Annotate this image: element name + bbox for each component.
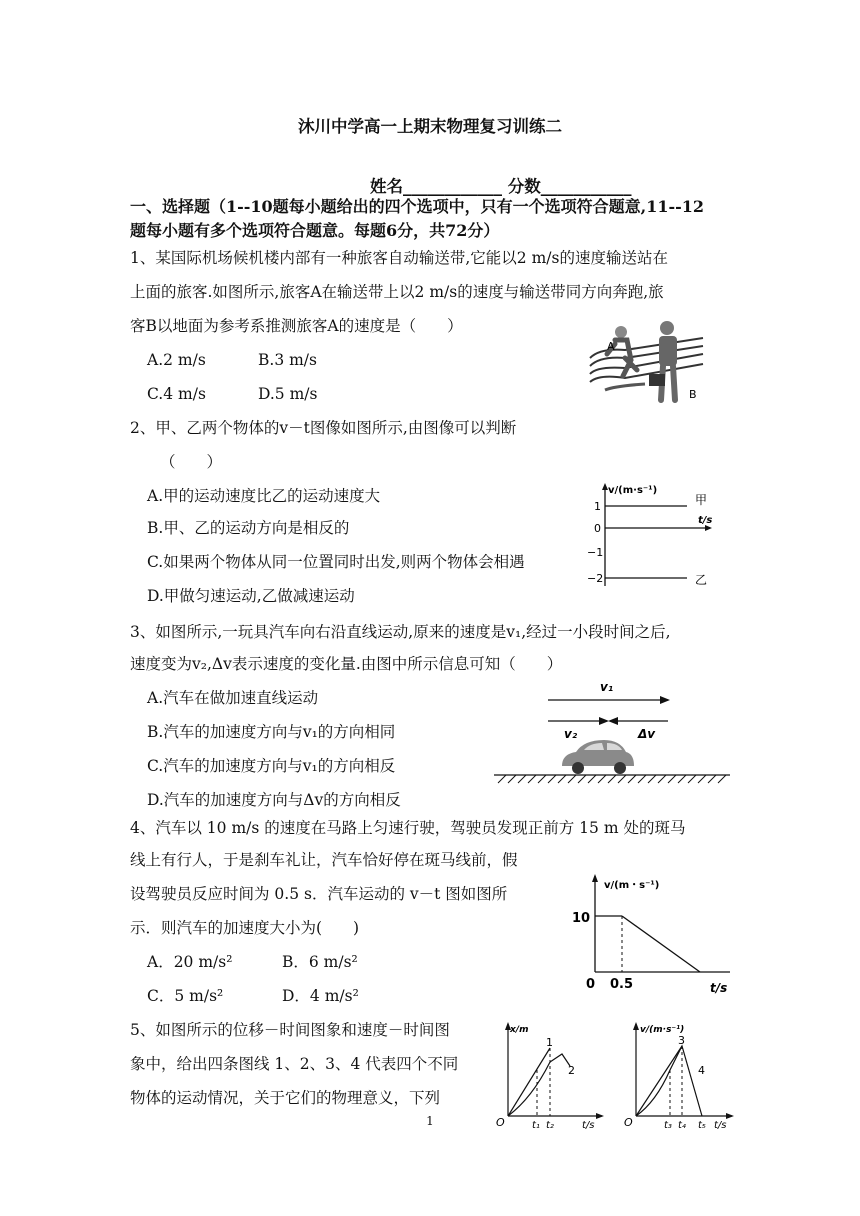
svg-text:t₃: t₃ [664, 1120, 672, 1130]
q5-text: 5、如图所示的位移－时间图象和速度－时间图 [130, 1021, 450, 1039]
section-heading-cont: 题每小题有多个选项符合题意。每题6分，共72分） [130, 221, 500, 240]
svg-text:0: 0 [594, 522, 601, 535]
q4-vt-graph [560, 868, 735, 996]
svg-text:−2: −2 [587, 572, 604, 585]
svg-text:乙: 乙 [695, 573, 708, 587]
passenger-a-icon [615, 326, 627, 338]
name-score-line: 姓名____________ 分数___________ [370, 177, 632, 196]
q2-vt-graph [585, 478, 720, 590]
q5-text: 物体的运动情况，关于它们的物理意义，下列 [130, 1089, 441, 1107]
svg-text:t₅: t₅ [698, 1120, 706, 1130]
line-4 [636, 1046, 702, 1116]
svg-text:甲: 甲 [695, 493, 708, 507]
line-3 [636, 1046, 682, 1116]
q4-text: 示．则汽车的加速度大小为( ) [130, 919, 360, 937]
q3-option-c: C.汽车的加速度方向与v₁的方向相反 [147, 757, 396, 775]
q4-option-d: D．4 m/s² [282, 987, 359, 1005]
svg-text:t₁: t₁ [532, 1120, 540, 1130]
line-2 [508, 1054, 570, 1116]
svg-text:Δv: Δv [638, 727, 656, 741]
svg-text:1: 1 [546, 1036, 553, 1049]
svg-text:0.5: 0.5 [610, 977, 634, 992]
q4-text: 4、汽车以 10 m/s 的速度在马路上匀速行驶，驾驶员发现正前方 15 m 处的斑马 [130, 819, 686, 837]
q1-text: 上面的旅客.如图所示,旅客A在输送带上以2 m/s的速度与输送带同方向奔跑,旅 [130, 283, 664, 301]
q1-text: 1、某国际机场候机楼内部有一种旅客自动输送带,它能以2 m/s的速度输送站在 [130, 249, 668, 267]
svg-text:2: 2 [568, 1064, 575, 1077]
q3-option-d: D.汽车的加速度方向与Δv的方向相反 [147, 791, 401, 809]
svg-text:−1: −1 [587, 546, 604, 559]
q4-text: 设驾驶员反应时间为 0.5 s．汽车运动的 v－t 图如图所 [130, 885, 508, 903]
svg-text:t/s: t/s [582, 1120, 595, 1130]
svg-text:t/s: t/s [714, 1120, 727, 1130]
q4-option-b: B．6 m/s² [282, 953, 358, 971]
q3-option-b: B.汽车的加速度方向与v₁的方向相同 [147, 723, 396, 741]
svg-text:v/(m・s⁻¹): v/(m・s⁻¹) [604, 880, 660, 891]
q2-option-c: C.如果两个物体从同一位置同时出发,则两个物体会相遇 [147, 553, 525, 571]
section-heading: 一、选择题（1--10题每小题给出的四个选项中，只有一个选项符合题意,11--12 [130, 197, 705, 216]
svg-text:1: 1 [594, 500, 601, 513]
svg-text:t/s: t/s [698, 515, 713, 526]
svg-text:0: 0 [586, 977, 596, 992]
q2-answer-blank: （ ） [160, 453, 223, 471]
q4-option-a: A．20 m/s² [147, 953, 233, 971]
q1-option-d: D.5 m/s [258, 385, 318, 403]
svg-text:O: O [624, 1116, 633, 1129]
q1-text: 客B以地面为参考系推测旅客A的速度是（ ） [130, 317, 463, 335]
svg-text:4: 4 [698, 1064, 705, 1077]
passenger-b-icon [660, 321, 674, 335]
svg-text:t₄: t₄ [678, 1120, 686, 1130]
q2-option-a: A.甲的运动速度比乙的运动速度大 [147, 487, 381, 505]
svg-text:10: 10 [572, 911, 591, 926]
q4-option-c: C．5 m/s² [147, 987, 224, 1005]
page-title: 沐川中学高一上期末物理复习训练二 [298, 117, 562, 136]
q3-text: 速度变为v₂,Δv表示速度的变化量.由图中所示信息可知（ ） [130, 655, 563, 673]
svg-text:3: 3 [678, 1034, 685, 1047]
q1-option-b: B.3 m/s [258, 351, 317, 369]
q2-option-d: D.甲做匀速运动,乙做减速运动 [147, 587, 355, 605]
svg-text:t₂: t₂ [546, 1120, 554, 1130]
svg-text:v/(m·s⁻¹): v/(m·s⁻¹) [640, 1025, 685, 1035]
svg-text:v₂: v₂ [564, 727, 578, 741]
q1-option-a: A.2 m/s [147, 351, 206, 369]
label-a: A [607, 340, 615, 353]
q1-conveyor-figure [585, 318, 705, 408]
svg-text:v₁: v₁ [600, 680, 614, 694]
q2-text: 2、甲、乙两个物体的v－t图像如图所示,由图像可以判断 [130, 419, 517, 437]
q3-text: 3、如图所示,一玩具汽车向右沿直线运动,原来的速度是v₁,经过一小段时间之后, [130, 623, 671, 641]
q5-text: 象中，给出四条图线 1、2、3、4 代表四个不同 [130, 1055, 459, 1073]
q1-option-c: C.4 m/s [147, 385, 206, 403]
q3-car-figure [492, 676, 732, 788]
line-1 [508, 1048, 550, 1116]
q3-option-a: A.汽车在做加速直线运动 [147, 689, 319, 707]
svg-text:v/(m·s⁻¹): v/(m·s⁻¹) [608, 485, 658, 496]
svg-text:t/s: t/s [710, 981, 728, 995]
page-number: 1 [426, 1114, 434, 1128]
q2-option-b: B.甲、乙的运动方向是相反的 [147, 519, 350, 537]
svg-text:O: O [496, 1116, 505, 1129]
svg-text:x/m: x/m [510, 1025, 529, 1035]
label-b: B [689, 388, 697, 401]
q4-text: 线上有行人，于是刹车礼让，汽车恰好停在斑马线前，假 [130, 851, 518, 869]
